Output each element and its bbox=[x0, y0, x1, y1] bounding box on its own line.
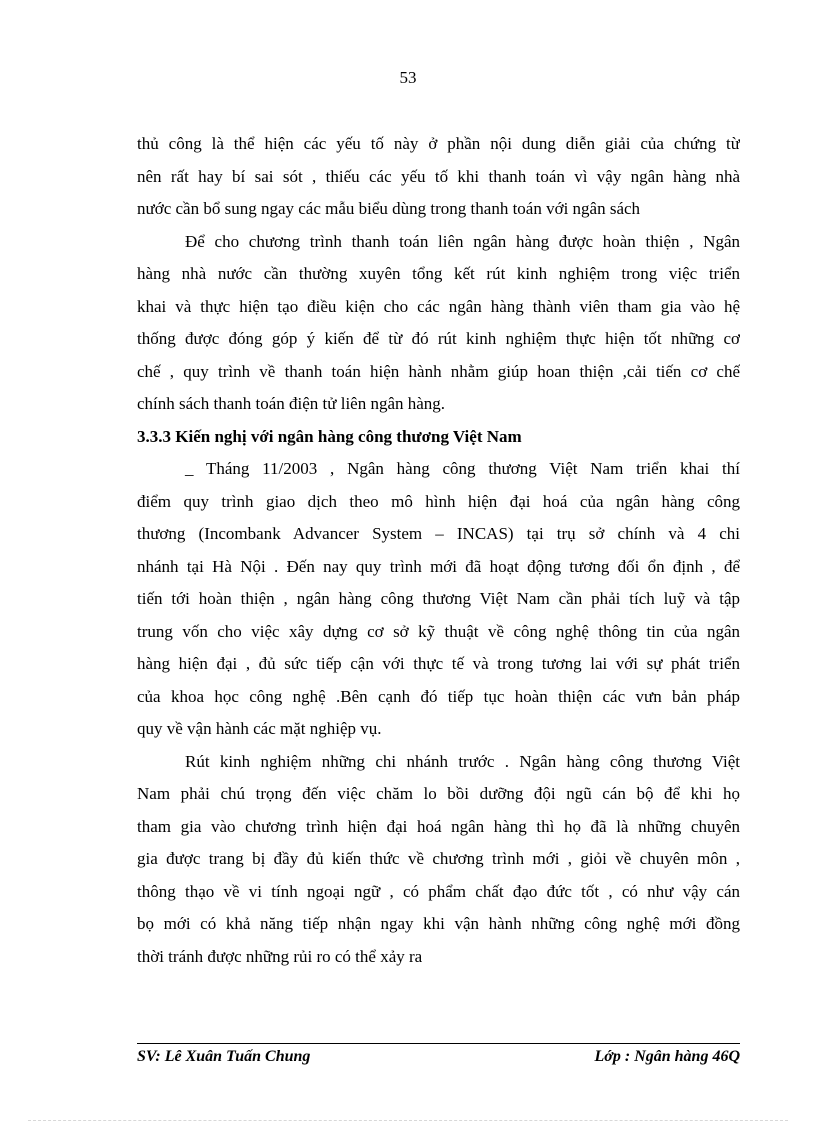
paragraph-line: thông thạo về vi tính ngoại ngữ , có phẩm chất đạo đức tốt , có như vậy cán bbox=[137, 881, 740, 901]
paragraph-line: điểm quy trình giao dịch theo mô hình hiện đại hoá của ngân hàng công bbox=[137, 491, 740, 511]
paragraph-line: hàng hiện đại , đủ sức tiếp cận với thực tế và trong tương lai với sự phát triển bbox=[137, 654, 740, 673]
footer-class-name: Lớp : Ngân hàng 46Q bbox=[594, 1048, 740, 1065]
section-heading: 3.3.3 Kiến nghị với ngân hàng công thương Việt Nam bbox=[137, 426, 522, 446]
paragraph-line: Để cho chương trình thanh toán liên ngân hàng được hoàn thiện , Ngân bbox=[185, 231, 740, 251]
paragraph-line: trung vốn cho việc xây dựng cơ sở kỹ thuật về công nghệ thông tin của ngân bbox=[137, 621, 740, 641]
paragraph-line: khai và thực hiện tạo điều kiện cho các ngân hàng thành viên tham gia vào hệ bbox=[137, 296, 740, 316]
paragraph-line: tiến tới hoàn thiện , ngân hàng công thương Việt Nam cần phải tích luỹ và tập bbox=[137, 589, 740, 608]
paragraph-line: thương (Incombank Advancer System – INCAS) tại trụ sở chính và 4 chi bbox=[137, 524, 740, 543]
paragraph-line: hàng nhà nước cần thường xuyên tổng kết rút kinh nghiệm trong việc triển bbox=[137, 264, 740, 283]
paragraph-line: thủ công là thể hiện các yếu tố này ở phần nội dung diễn giải của chứng từ bbox=[137, 134, 740, 153]
paragraph-line: bọ mới có khả năng tiếp nhận ngay khi vận hành những công nghệ mới đồng bbox=[137, 914, 740, 933]
paragraph-line: Rút kinh nghiệm những chi nhánh trước . Ngân hàng công thương Việt bbox=[185, 751, 740, 771]
page-edge-divider bbox=[28, 1120, 788, 1121]
paragraph-line: nước cần bổ sung ngay các mẫu biểu dùng trong thanh toán với ngân sách bbox=[137, 199, 641, 218]
paragraph-line: chế , quy trình về thanh toán hiện hành nhằm giúp hoan thiện ,cải tiến cơ chế bbox=[137, 361, 740, 381]
paragraph-line: của khoa học công nghệ .Bên cạnh đó tiếp tục hoàn thiện các vưn bản pháp bbox=[137, 686, 740, 706]
paragraph-line: nhánh tại Hà Nội . Đến nay quy trình mới đã hoạt động tương đối ổn định , để bbox=[137, 556, 740, 576]
paragraph-line: thống được đóng góp ý kiến để từ đó rút kinh nghiệm thực hiện tốt những cơ bbox=[137, 329, 740, 348]
document-body bbox=[137, 128, 740, 973]
paragraph-line: thời tránh được những rủi ro có thể xảy ra bbox=[137, 946, 423, 966]
paragraph-line: _ Tháng 11/2003 , Ngân hàng công thương Việt Nam triển khai thí bbox=[185, 459, 740, 478]
paragraph-line: nên rất hay bí sai sót , thiếu các yếu tố khi thanh toán vì vậy ngân hàng nhà bbox=[137, 166, 740, 186]
footer-divider bbox=[137, 1043, 740, 1044]
page-number: 53 bbox=[399, 68, 417, 87]
footer-student-name: SV: Lê Xuân Tuấn Chung bbox=[137, 1048, 311, 1065]
paragraph-line: quy về vận hành các mặt nghiệp vụ. bbox=[137, 719, 382, 738]
paragraph-line: chính sách thanh toán điện tử liên ngân hàng. bbox=[137, 394, 446, 413]
paragraph-line: Nam phải chú trọng đến việc chăm lo bồi dưỡng đội ngũ cán bộ để khi họ bbox=[137, 784, 740, 803]
paragraph-line: tham gia vào chương trình hiện đại hoá ngân hàng thì họ đã là những chuyên bbox=[137, 816, 740, 836]
paragraph-line: gia được trang bị đầy đủ kiến thức về chương trình mới , giỏi về chuyên môn , bbox=[137, 849, 740, 868]
